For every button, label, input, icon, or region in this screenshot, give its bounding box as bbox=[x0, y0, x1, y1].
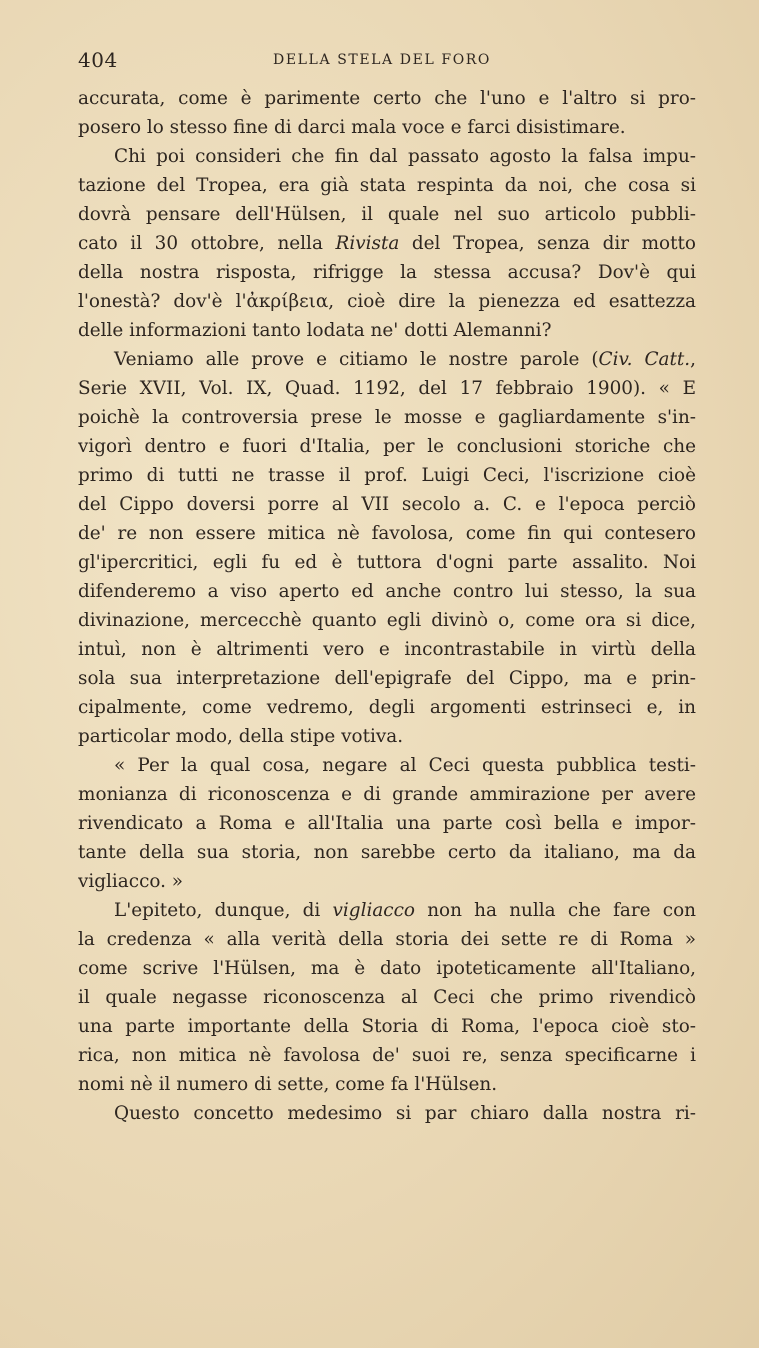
text-line: cipalmente, come vedremo, degli argomenti estrinseci e, in bbox=[78, 697, 696, 718]
text-line: sola sua interpretazione dell'epigrafe del Cippo, ma e prin- bbox=[78, 668, 696, 689]
text-line: una parte importante della Storia di Roma, l'epoca cioè sto- bbox=[78, 1016, 696, 1037]
text-line: vigliacco. » bbox=[78, 871, 184, 892]
italic-word: vigliacco bbox=[332, 900, 415, 921]
text-line: gl'ipercritici, egli fu ed è tuttora d'ogni parte assalito. Noi bbox=[78, 552, 696, 573]
text-line: de' re non essere mitica nè favolosa, come fin qui contesero bbox=[78, 523, 696, 544]
text-line: divinazione, mercecchè quanto egli divinò o, come ora si dice, bbox=[78, 610, 696, 631]
book-page bbox=[78, 48, 696, 1128]
text-line: L'epiteto, dunque, di vigliacco non ha nulla che fare con bbox=[114, 900, 696, 921]
text-line: la credenza « alla verità della storia dei sette re di Roma » bbox=[78, 929, 696, 950]
text-line: il quale negasse riconoscenza al Ceci che primo rivendicò bbox=[78, 987, 696, 1008]
page-number: 404 bbox=[78, 48, 118, 72]
text-line: delle informazioni tanto lodata ne' dotti Alemanni? bbox=[78, 320, 552, 341]
text-line: particolar modo, della stipe votiva. bbox=[78, 726, 404, 747]
text-line: Veniamo alle prove e citiamo le nostre parole (Civ. Catt., bbox=[114, 349, 696, 370]
text-line: rica, non mitica nè favolosa de' suoi re, senza specificarne i bbox=[78, 1045, 696, 1066]
text-line: nomi nè il numero di sette, come fa l'Hülsen. bbox=[78, 1074, 498, 1095]
text-line: tante della sua storia, non sarebbe certo da italiano, ma da bbox=[78, 842, 696, 863]
italic-citation: Civ. Catt. bbox=[598, 349, 691, 370]
text-line: monianza di riconoscenza e di grande ammirazione per avere bbox=[78, 784, 696, 805]
text-line: intuì, non è altrimenti vero e incontrastabile in virtù della bbox=[78, 639, 696, 660]
running-head: DELLA STELA DEL FORO bbox=[273, 52, 492, 68]
page-header bbox=[78, 48, 696, 78]
body-text bbox=[78, 84, 696, 1128]
text-line: dovrà pensare dell'Hülsen, il quale nel suo articolo pubbli- bbox=[78, 204, 696, 225]
text-line: Serie XVII, Vol. IX, Quad. 1192, del 17 febbraio 1900). « E bbox=[78, 378, 696, 399]
text-line: come scrive l'Hülsen, ma è dato ipoteticamente all'Italiano, bbox=[78, 958, 696, 979]
text-line: Questo concetto medesimo si par chiaro dalla nostra ri- bbox=[114, 1103, 696, 1124]
text-line: rivendicato a Roma e all'Italia una parte così bella e impor- bbox=[78, 813, 696, 834]
text-line: difenderemo a viso aperto ed anche contro lui stesso, la sua bbox=[78, 581, 696, 602]
italic-title: Rivista bbox=[335, 233, 400, 254]
text-line: posero lo stesso fine di darci mala voce e farci disistimare. bbox=[78, 117, 626, 138]
text-line: poichè la controversia prese le mosse e gagliardamente s'in- bbox=[78, 407, 696, 428]
text-line: vigorì dentro e fuori d'Italia, per le conclusioni storiche che bbox=[78, 436, 696, 457]
text-line: cato il 30 ottobre, nella Rivista del Tropea, senza dir motto bbox=[78, 233, 696, 254]
text-line: Chi poi consideri che fin dal passato agosto la falsa impu- bbox=[114, 146, 696, 167]
text-line: accurata, come è parimente certo che l'uno e l'altro si pro- bbox=[78, 88, 696, 109]
text-line: tazione del Tropea, era già stata respinta da noi, che cosa si bbox=[78, 175, 696, 196]
text-line: della nostra risposta, rifrigge la stessa accusa? Dov'è qui bbox=[78, 262, 696, 283]
text-line: l'onestà? dov'è l'ἀκρίβεια, cioè dire la pienezza ed esattezza bbox=[78, 291, 696, 312]
text-line: « Per la qual cosa, negare al Ceci questa pubblica testi- bbox=[114, 755, 696, 776]
text-line: primo di tutti ne trasse il prof. Luigi Ceci, l'iscrizione cioè bbox=[78, 465, 696, 486]
text-line: del Cippo doversi porre al VII secolo a. C. e l'epoca perciò bbox=[78, 494, 696, 515]
